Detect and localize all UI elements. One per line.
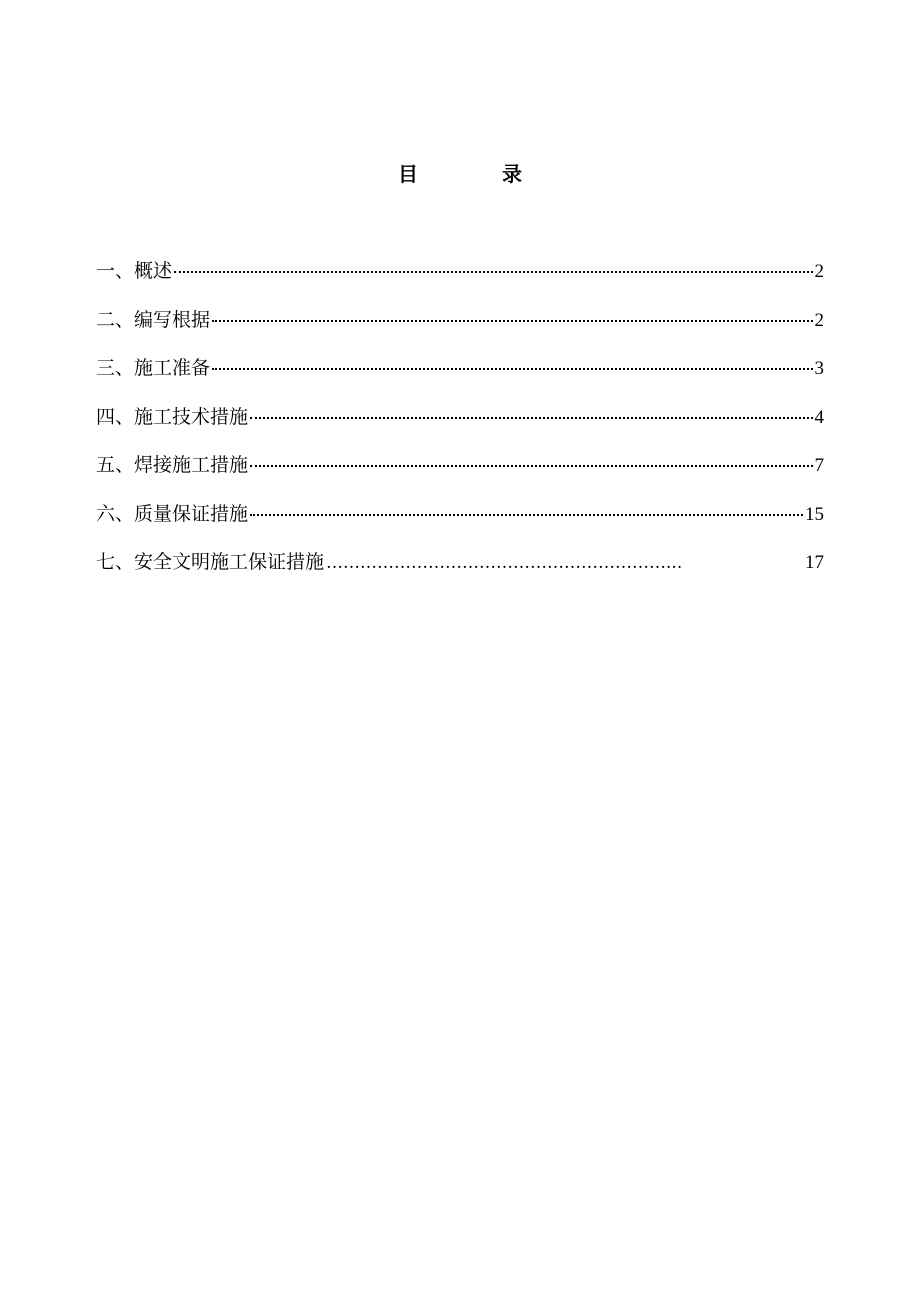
toc-entry-page: 15 <box>805 503 824 525</box>
toc-entry-page: 17 <box>805 552 824 573</box>
toc-entry-page: 2 <box>814 261 824 282</box>
toc-list <box>96 258 824 598</box>
toc-entry[interactable] <box>96 258 824 307</box>
toc-entry-page: 7 <box>814 455 824 476</box>
toc-entry-label: 六、质量保证措施 <box>96 502 249 525</box>
toc-entry[interactable] <box>96 355 824 404</box>
toc-entry-label: 一、概述 <box>96 260 173 282</box>
toc-entry-label: 七、安全文明施工保证措施 <box>96 551 325 573</box>
toc-dot-leader <box>212 368 812 370</box>
toc-entry-label: 三、施工准备 <box>96 357 211 379</box>
toc-ellipsis-leader: ……………………………………………………... <box>326 553 683 573</box>
toc-entry[interactable] <box>96 501 824 550</box>
toc-dot-leader <box>250 465 812 467</box>
toc-entry-label: 二、编写根据 <box>96 308 211 331</box>
toc-entry-page: 2 <box>814 309 824 331</box>
toc-dot-leader <box>250 417 812 419</box>
toc-entry[interactable] <box>96 307 824 356</box>
toc-title: 目 录 <box>398 162 554 186</box>
toc-entry-page: 4 <box>814 406 824 428</box>
toc-entry-label: 四、施工技术措施 <box>96 405 249 428</box>
toc-entry[interactable] <box>96 549 824 598</box>
toc-entry-page: 3 <box>814 358 824 379</box>
toc-entry-label: 五、焊接施工措施 <box>96 454 249 476</box>
toc-dot-leader <box>174 271 812 273</box>
toc-dot-leader <box>250 514 803 516</box>
toc-dot-leader <box>212 320 812 322</box>
toc-entry[interactable] <box>96 404 824 453</box>
toc-entry[interactable] <box>96 452 824 501</box>
